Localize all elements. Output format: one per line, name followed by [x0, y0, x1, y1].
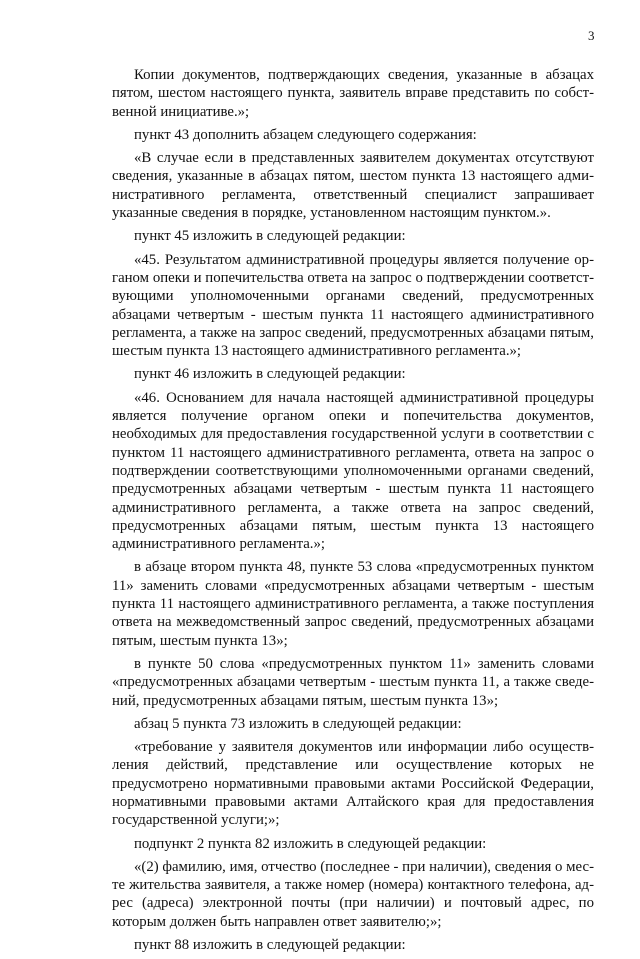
paragraph-item-43: пункт 43 дополнить абзацем следующего содержания:: [134, 126, 477, 143]
paragraph-item-43-text: «В случае если в представленных заявителем документах отсутствуют сведения, указанные в абзацах пятом, шестом пункта 13 настоящего административного регламента, ответственный специалист запрашивает указанные сведения в порядке, установленном настоящим пунктом.».: [112, 150, 594, 222]
paragraph-item-46: пункт 46 изложить в следующей редакции:: [134, 366, 406, 383]
paragraph-copies-of-documents: Копии документов, подтверждающих сведения, указанные в абзацах пятом, шестом настоящего пункта, заявитель вправе представить по собственной инициативе.»;: [112, 67, 594, 120]
paragraph-item-82-text: «(2) фамилию, имя, отчество (последнее - при наличии), сведения о месте жительства заявителя, а также номер (номера) контактного телефона, адрес (адреса) электронной почты (при наличии) и почтовый адрес, по которым должен быть направлен ответ заявителю;»;: [112, 858, 594, 930]
paragraph-item-73: абзац 5 пункта 73 изложить в следующей редакции:: [134, 715, 462, 732]
paragraph-item-82: подпункт 2 пункта 82 изложить в следующей редакции:: [134, 835, 487, 852]
paragraph-item-45: пункт 45 изложить в следующей редакции:: [134, 228, 406, 245]
paragraph-item-88: пункт 88 изложить в следующей редакции:: [134, 937, 406, 954]
paragraph-item-45-text: «45. Результатом административной процедуры является получение органом опеки и попечительства ответа на запрос о подтверждении соответствующими уполномоченными органами сведений, предусмотренных абзацами четвертым - шестым пункта 11 настоящего административного регламента, а также на запрос сведений, предусмотренных абзацами пятым, шестым пункта 13 настоящего административного регламента.»;: [112, 251, 594, 360]
paragraph-item-73-text: «требование у заявителя документов или информации либо осуществления действий, представление или осуществление которых не предусмотрено нормативными правовыми актами Российской Федерации, нормативными правовыми актами Алтайского края для предоставления государственной услуги;»;: [112, 739, 594, 829]
paragraph-item-50: в пункте 50 слова «предусмотренных пунктом 11» заменить словами «предусмотренных абзацами четвертым - шестым пункта 11, а также сведений, предусмотренных абзацами пятым, шестым пункта 13»;: [112, 655, 594, 709]
paragraph-item-46-text: «46. Основанием для начала настоящей административной процедуры является получение органом опеки и попечительства документов, необходимых для предоставления государственной услуги в соответствии с пунктом 11 настоящего административного регламента, ответа на запрос о подтверждении соответствующими уполномоченными органами сведений, предусмотренных абзацами четвертым - шестым пункта 11 настоящего административного регламента, а также ответа на запрос сведений, предусмотренных абзацами пятым, шестым пункта 13 настоящего административного регламента.»;: [112, 389, 594, 553]
document-body: [112, 66, 594, 959]
paragraph-items-48-53: в абзаце втором пункта 48, пункте 53 слова «предусмотренных пунктом 11» заменить словами «предусмотренных абзацами четвертым - шестым пункта 11 настоящего административного регламента, а также поступления ответа на межведомственный запрос сведений, предусмотренных абзацами пятым, шестым пункта 13»;: [112, 559, 594, 649]
page-number: 3: [588, 28, 595, 43]
